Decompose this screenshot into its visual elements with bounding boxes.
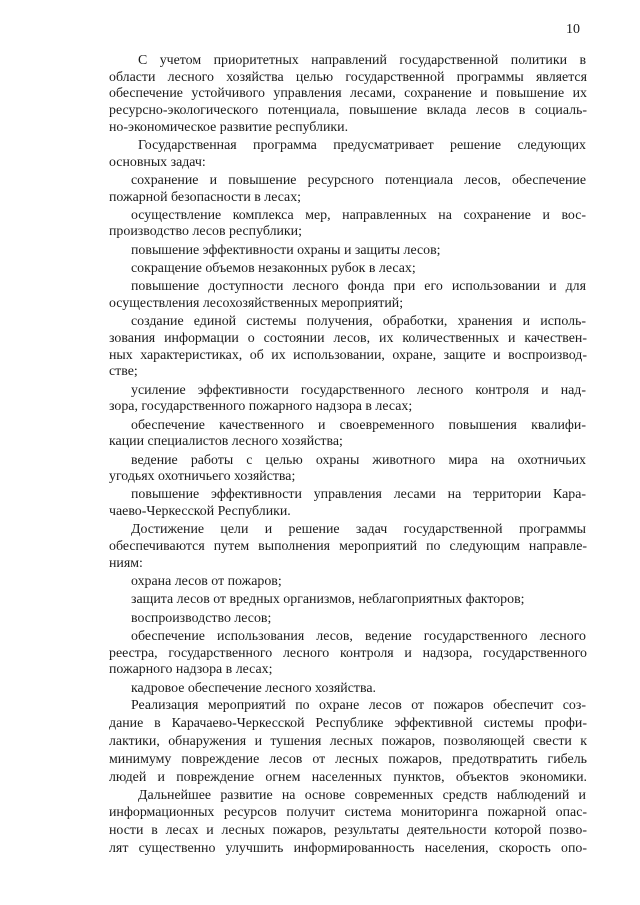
text-line: производство лесов республики; [109,224,302,240]
text-line: кадровое обеспечение лесного хозяйства. [131,680,376,696]
text-line: усиление эффективности государственного лесного контроля и над- [131,382,586,398]
text-line: но-экономическое развитие республики. [109,119,349,135]
text-line: С учетом приоритетных направлений государственной политики в [138,53,586,68]
text-line: воспроизводство лесов; [131,610,272,626]
text-line: пожарной безопасности в лесах; [109,189,302,205]
text-line: ресурсно-экологического потенциала, повышение вклада лесов в социаль- [109,102,587,118]
text-line: зора, государственного пожарного надзора в лесах; [109,399,413,415]
text-line: осуществления лесохозяйственных мероприятий; [109,296,404,311]
text-line: охрана лесов от пожаров; [131,574,282,589]
text-line: Достижение цели и решение задач государственной программы [131,522,586,538]
text-line: обеспечение устойчивого управления лесами, сохранение и повышение их [109,86,587,102]
text-line: Государственная программа предусматривает решение следующих [138,137,586,153]
text-line: сокращение объемов незаконных рубок в лесах; [131,261,416,277]
text-line: обеспечение использования лесов, ведение государственного лесного [131,628,586,644]
text-line: повышение доступности лесного фонда при его использовании и для [131,279,586,295]
text-line: информационных ресурсов получит система мониторинга пожарной опас- [109,805,587,821]
text-line: пожарного надзора в лесах; [109,662,273,678]
text-line: минимуму повреждение лесов от лесных пожаров, предотвратить гибель [109,751,587,767]
text-line: Реализация мероприятий по охране лесов от пожаров обеспечит соз- [131,698,586,713]
text-line: лят существенно улучшить информированность населения, скорость опо- [109,841,587,857]
text-line: основных задач: [109,154,206,170]
text-line: обеспечиваются путем выполнения мероприятий по следующим направле- [109,539,587,554]
text-line: повышение эффективности охраны и защиты лесов; [131,242,441,258]
text-line: людей и повреждение огнем населенных пунктов, объектов экономики. [109,769,587,785]
text-line: создание единой системы получения, обработки, хранения и исполь- [131,314,586,330]
text-line: Дальнейшее развитие на основе современных средств наблюдений и [138,787,586,803]
text-line: области лесного хозяйства целью государственной программы является [109,69,587,85]
text-line: ведение работы с целью охраны животного мира на охотничьих [131,452,586,468]
text-line: дание в Карачаево-Черкесской Республике эффективной системы профи- [109,715,587,731]
text-line: обеспечение качественного и своевременного повышения квалифи- [131,417,586,433]
text-line: угодьях охотничьего хозяйства; [109,469,296,485]
text-line: сохранение и повышение ресурсного потенциала лесов, обеспечение [131,172,586,188]
text-line: зования информации о состоянии лесов, их количественных и качествен- [109,331,587,346]
text-line: ных характеристиках, об их использовании, охране, защите и воспроизвод- [109,347,587,363]
text-line: стве; [109,364,138,380]
text-line: ниям: [109,555,143,571]
text-line: осуществление комплекса мер, направленных на сохранение и вос- [131,207,586,223]
text-line: реестра, государственного лесного контроля и надзора, государственного [109,645,587,661]
text-line: лактики, обнаружения и тушения лесных пожаров, позволяющей свести к [109,733,587,749]
text-line: ности в лесах и лесных пожаров, результаты деятельности которой позво- [109,823,587,839]
text-line: кации специалистов лесного хозяйства; [109,434,343,450]
page-number: 10 [566,22,580,37]
text-line: защита лесов от вредных организмов, неблагоприятных факторов; [131,592,525,608]
text-line: чаево-Черкесской Республики. [109,504,291,520]
text-line: повышение эффективности управления лесами на территории Кара- [131,487,586,503]
